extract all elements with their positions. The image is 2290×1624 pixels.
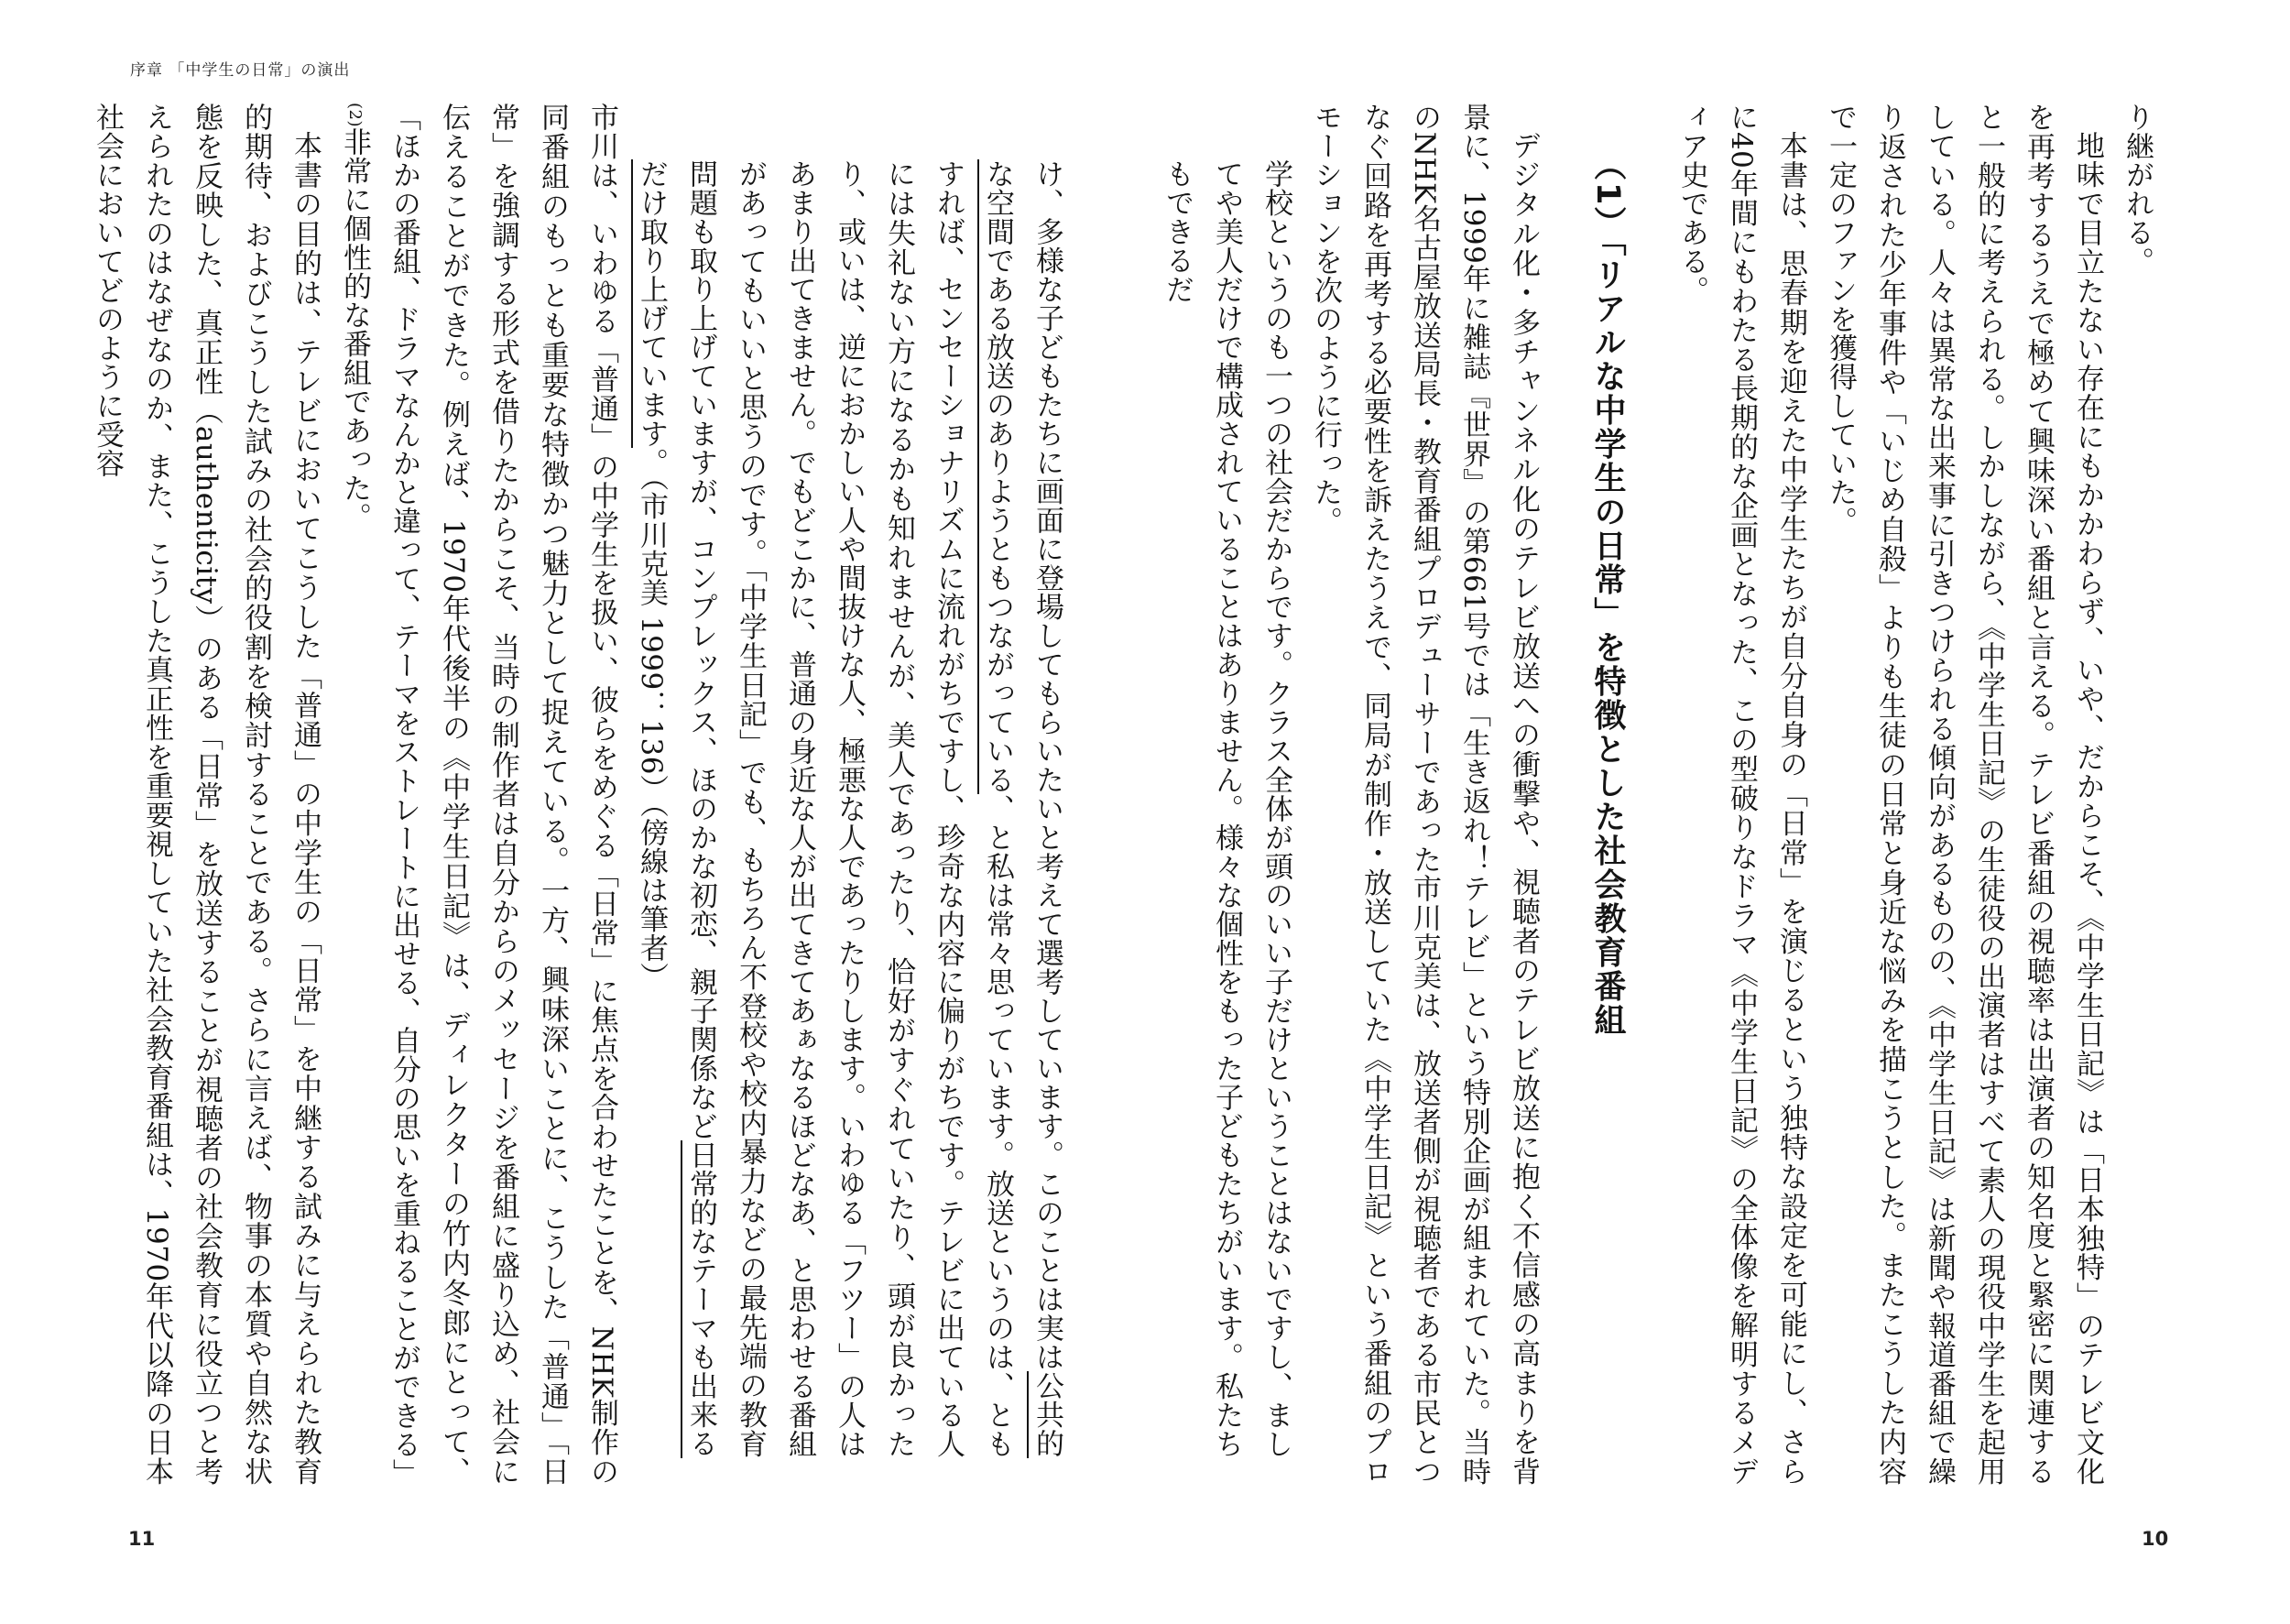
underlined-phrase: 日常的なテーマも出来るだけ取り上げています (631, 159, 717, 1458)
underlined-phrase: 公共的な空間である放送のありようともつながっている (977, 159, 1063, 1458)
running-head: 序章 「中学生の日常」の演出 (130, 61, 351, 80)
paragraph-text: 非常に個性的な番組であった。 (338, 127, 371, 531)
paragraph-continuation: り継がれる。 (2121, 103, 2154, 276)
paragraph-text: 市川は、いわゆる「普通」の中学生を扱い、彼らをめぐる「日常」に焦点を合わせたことを、NHK制作の同番組のもっとも重要な特徴かつ魅力として捉えている。一方、興味深いことに、こうした「普通」「日常」を強調する形式を借りたからこそ、当時の制作者は自分からのメッセージを番組に盛り込め、社会に伝えることができた。例えば、1970年代後半の《中学生日記》は、ディレクターの竹内冬郎にとって、「ほかの番組、ドラマなんかと違って、テーマをストレートに出せる、自分の思いを重ねることができる」 (387, 103, 618, 1488)
page-number-right: 10 (2142, 1528, 2169, 1550)
quote-text: 学校というのも一つの社会だからです。クラス全体が頭のいい子だけということはないですし、ましてや美人だけで構成されていることはありません。様々な個性をもった子どもたちがいます。私たちもできるだ (1161, 159, 1292, 1458)
footnote-marker: (2) (345, 103, 365, 127)
page-number-left: 11 (128, 1528, 156, 1550)
paragraph (330, 103, 627, 1486)
block-quote-continued (627, 103, 1072, 1486)
quote-text (627, 159, 1072, 1458)
quote-segment: 、と私は常々思っています。放送というのは、ともすれば、センセーショナリズムに流れがちですし、珍奇な内容に偏りがちです。テレビに出ている人には失礼ない方になるかも知れませんが、美人であったり、恰好がすぐれていたり、頭が良かったり、或いは、逆におかしい人や間抜けな人、極悪な人であったりします。いわゆる「フツー」の人はあまり出てきません。でもどこかに、普通の身近な人が出てきてあぁなるほどなあ、と思わせる番組があってもいいと思うのです。「中学生日記」でも、もちろん不登校や校内暴力などの最先端の教育問題も取り上げていますが、コンプレックス、ほのかな初恋、親子関係など (684, 159, 1014, 1459)
left-page-body (91, 103, 1072, 1488)
paragraph: 本書の目的は、テレビにおいてこうした「普通」の中学生の「日常」を中継する試みに与えられた教育的期待、およびこうした試みの社会的役割を検討することである。さらに言えば、物事の本質や自然な状態を反映した、真正性（authenticity）のある「日常」を放送することが視聴者の社会教育に役立つと考えられたのはなぜなのか、また、こうした真正性を重要視していた社会教育番組は、1970年代以降の日本社会においてどのように受容 (91, 103, 322, 1486)
paragraph: デジタル化・多チャンネル化のテレビ放送への衝撃や、視聴者のテレビ放送に抱く不信感の高まりを背景に、1999年に雑誌『世界』の第661号では「生き返れ！テレビ」という特別企画が組まれていた。当時のNHK名古屋放送局長・教育番組プロデューサーであった市川克美は、放送者側が視聴者である市民とつなぐ回路を再考する必要性を訴えたうえで、同局が制作・放送していた《中学生日記》という番組のプロモーションを次のように行った。 (1309, 103, 1540, 1487)
paragraph: 本書は、思春期を迎えた中学生たちが自分自身の「日常」を演じるという独特な設定を可能にし、さらに40年間にもわたる長期的な企画となった、この型破りなドラマ《中学生日記》の全体像を解明するメディア史である。 (1675, 103, 1807, 1486)
paragraph: 地味で目立たない存在にもかかわらず、いや、だからこそ、《中学生日記》は「日本独特」のテレビ文化を再考するうえで極めて興味深い番組と言える。テレビ番組の視聴率は出演者の知名度と緊密に関連すると一般的に考えられる。しかしながら、《中学生日記》の生徒役の出演者はすべて素人の現役中学生を起用している。人々は異常な出来事に引きつけられる傾向があるものの、《中学生日記》は新聞や報道番組で繰り返された少年事件や「いじめ自殺」よりも生徒の日常と身近な悩みを描こうとした。またこうした内容で一定のファンを獲得していた。 (1824, 103, 2104, 1486)
section-heading: （1）「リアルな中学生の日常」を特徴とした社会教育番組 (1589, 148, 1626, 1038)
block-quote (1152, 103, 1301, 1486)
right-page-body (1161, 103, 2162, 1487)
quote-citation: 。（市川克美 1999：136）（傍線は筆者） (635, 448, 668, 992)
quote-segment: け、多様な子どもたちに画面に登場してもらいたいと考えて選考しています。このことは実は (1030, 159, 1063, 1372)
